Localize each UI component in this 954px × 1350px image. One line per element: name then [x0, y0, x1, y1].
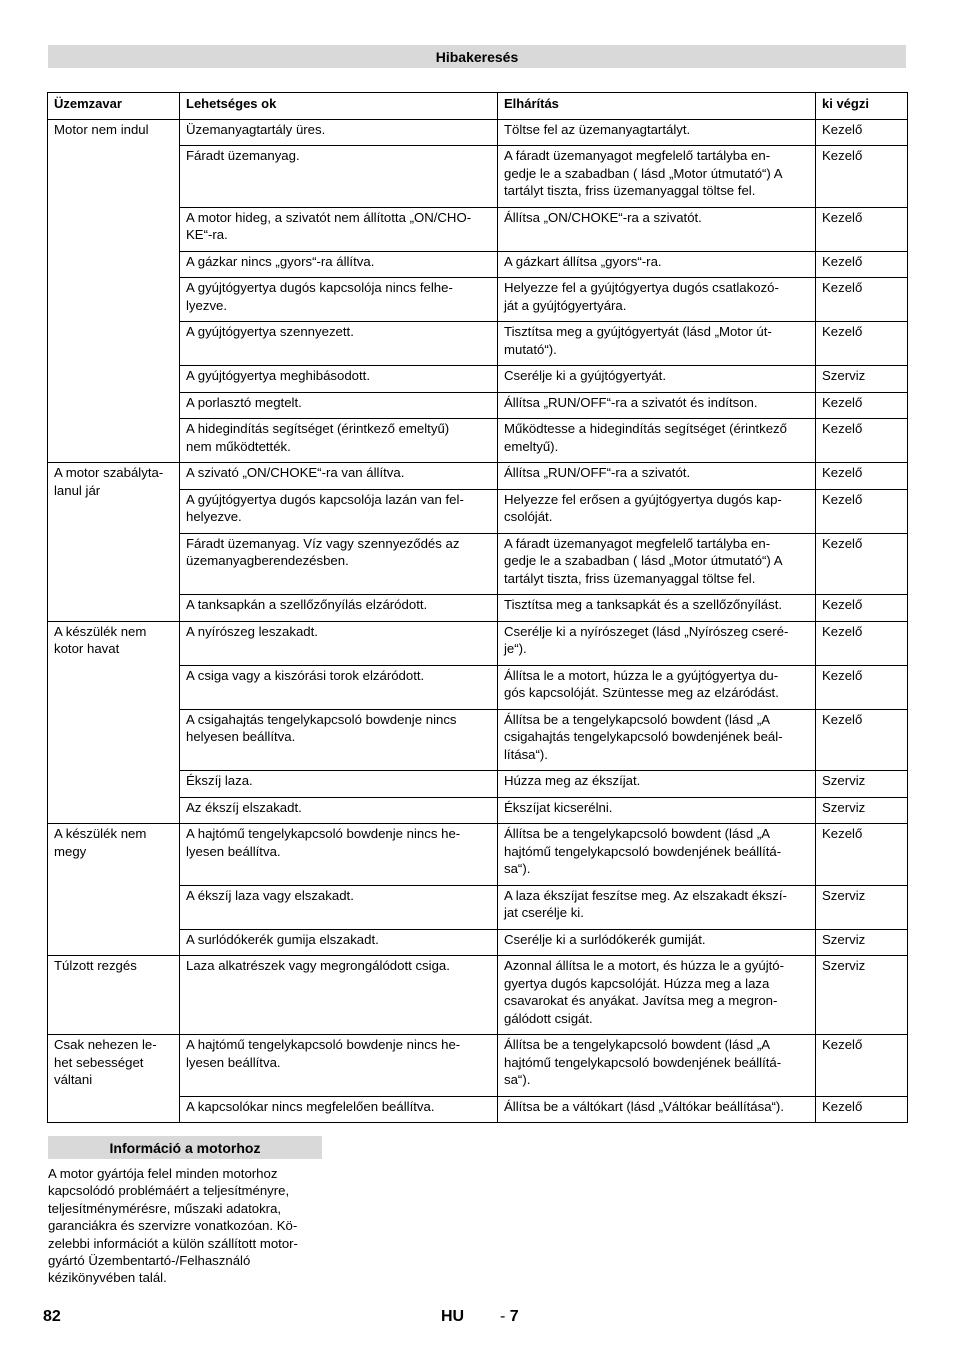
cause-cell: A hidegindítás segítséget (érintkező emeltyű) nem működtették. — [180, 419, 498, 463]
fault-cell: A készülék nem megy — [48, 824, 180, 956]
header-remedy: Elhárítás — [498, 93, 816, 120]
performed-by-cell: Kezelő — [816, 278, 908, 322]
table-row — [48, 119, 908, 146]
table-body — [48, 119, 908, 1123]
cause-cell: Laza alkatrészek vagy megrongálódott csiga. — [180, 956, 498, 1035]
language-code: HU — [441, 1308, 465, 1325]
cause-cell: A csiga vagy a kiszórási torok elzáródott. — [180, 665, 498, 709]
remedy-cell: Állítsa „RUN/OFF“-ra a szivatót. — [498, 463, 816, 490]
cause-cell: A gyújtógyertya dugós kapcsolója nincs felhe- lyezve. — [180, 278, 498, 322]
remedy-cell: Állítsa be a tengelykapcsoló bowdent (lásd „A hajtómű tengelykapcsoló bowdenjének beállítá- sa“). — [498, 1035, 816, 1097]
performed-by-cell: Szerviz — [816, 956, 908, 1035]
remedy-cell: Azonnal állítsa le a motort, és húzza le a gyújtó- gyertya dugós kapcsolóját. Húzza meg a laza csavarokat és anyákat. Javítsa meg a megron- gálódott csigát. — [498, 956, 816, 1035]
table-row — [48, 463, 908, 490]
cause-cell: A nyírószeg leszakadt. — [180, 621, 498, 665]
remedy-cell: Tisztítsa meg a tanksapkát és a szellőzőnyílást. — [498, 595, 816, 622]
performed-by-cell: Kezelő — [816, 251, 908, 278]
table-row — [48, 621, 908, 665]
performed-by-cell: Kezelő — [816, 322, 908, 366]
cause-cell: A tanksapkán a szellőzőnyílás elzáródott. — [180, 595, 498, 622]
remedy-cell: A fáradt üzemanyagot megfelelő tartályba en- gedje le a szabadban ( lásd „Motor útmutató“) A tartályt tiszta, friss üzemanyaggal töltse fel. — [498, 146, 816, 208]
remedy-cell: Állítsa „RUN/OFF“-ra a szivatót és indítson. — [498, 392, 816, 419]
remedy-cell: Helyezze fel a gyújtógyertya dugós csatlakozó- ját a gyújtógyertyára. — [498, 278, 816, 322]
header-performed-by: ki végzi — [816, 93, 908, 120]
performed-by-cell: Kezelő — [816, 665, 908, 709]
cause-cell: A gyújtógyertya meghibásodott. — [180, 366, 498, 393]
table-row — [48, 956, 908, 1035]
table-row — [48, 1035, 908, 1097]
remedy-cell: Állítsa be a tengelykapcsoló bowdent (lásd „A hajtómű tengelykapcsoló bowdenjének beállítá- sa“). — [498, 824, 816, 886]
page-separator: - — [500, 1308, 506, 1325]
remedy-cell: Töltse fel az üzemanyagtartályt. — [498, 119, 816, 146]
cause-cell: Ékszíj laza. — [180, 771, 498, 798]
fault-cell: A motor szabálytа- lanul jár — [48, 463, 180, 622]
remedy-cell: Ékszíjat kicserélni. — [498, 797, 816, 824]
remedy-cell: A fáradt üzemanyagot megfelelő tartályba en- gedje le a szabadban ( lásd „Motor útmutató“) A tartályt tiszta, friss üzemanyaggal töltse fel. — [498, 533, 816, 595]
cause-cell: Üzemanyagtartály üres. — [180, 119, 498, 146]
remedy-cell: Cserélje ki a gyújtógyertyát. — [498, 366, 816, 393]
table-row — [48, 824, 908, 886]
cause-cell: A csigahajtás tengelykapcsoló bowdenje nincs helyesen beállítva. — [180, 709, 498, 771]
performed-by-cell: Kezelő — [816, 146, 908, 208]
fault-cell: Motor nem indul — [48, 119, 180, 463]
performed-by-cell: Kezelő — [816, 709, 908, 771]
performed-by-cell: Kezelő — [816, 119, 908, 146]
performed-by-cell: Szerviz — [816, 797, 908, 824]
performed-by-cell: Szerviz — [816, 885, 908, 929]
remedy-cell: Állítsa be a tengelykapcsoló bowdent (lásd „A csigahajtás tengelykapcsoló bowdenjének beál- lítása“). — [498, 709, 816, 771]
header-cause: Lehetséges ok — [180, 93, 498, 120]
remedy-cell: Működtesse a hidegindítás segítséget (érintkező emeltyű). — [498, 419, 816, 463]
remedy-cell: Állítsa be a váltókart (lásd „Váltókar beállítása“). — [498, 1096, 816, 1123]
performed-by-cell: Szerviz — [816, 366, 908, 393]
cause-cell: A hajtómű tengelykapcsoló bowdenje nincs he- lyesen beállítva. — [180, 824, 498, 886]
remedy-cell: Cserélje ki a surlódókerék gumiját. — [498, 929, 816, 956]
remedy-cell: A gázkart állítsa „gyors“-ra. — [498, 251, 816, 278]
cause-cell: A surlódókerék gumija elszakadt. — [180, 929, 498, 956]
info-paragraph: A motor gyártója felel minden motorhoz kapcsolódó problémáért a teljesítményre, teljesítménymérésre, műszaki adatokra, garanciákra és szervizre vonatkozóan. Kö- zelebbi információt a külön szállított motor- gyártó Üzembentartó-/Felhasználó kézikönyvében talál. — [48, 1166, 298, 1286]
fault-cell: Túlzott rezgés — [48, 956, 180, 1035]
remedy-cell: Tisztítsa meg a gyújtógyertyát (lásd „Motor út- mutató“). — [498, 322, 816, 366]
performed-by-cell: Kezelő — [816, 489, 908, 533]
cause-cell: Fáradt üzemanyag. — [180, 146, 498, 208]
performed-by-cell: Kezelő — [816, 419, 908, 463]
cause-cell: A gázkar nincs „gyors“-ra állítva. — [180, 251, 498, 278]
section-page-number: 7 — [509, 1308, 519, 1325]
cause-cell: A gyújtógyertya dugós kapcsolója lazán van fel- helyezve. — [180, 489, 498, 533]
cause-cell: A ékszíj laza vagy elszakadt. — [180, 885, 498, 929]
table-header-row — [48, 93, 908, 120]
remedy-cell: A laza ékszíjat feszítse meg. Az elszakadt ékszí- jat cserélje ki. — [498, 885, 816, 929]
performed-by-cell: Kezelő — [816, 595, 908, 622]
header-fault: Üzemzavar — [48, 93, 180, 120]
troubleshooting-table — [47, 92, 908, 1123]
performed-by-cell: Kezelő — [816, 533, 908, 595]
page-number: 82 — [43, 1308, 61, 1325]
remedy-cell: Állítsa „ON/CHOKE“-ra a szivatót. — [498, 207, 816, 251]
performed-by-cell: Kezelő — [816, 621, 908, 665]
cause-cell: A gyújtógyertya szennyezett. — [180, 322, 498, 366]
remedy-cell: Cserélje ki a nyírószeget (lásd „Nyírószeg cseré- je“). — [498, 621, 816, 665]
fault-cell: Csak nehezen le- het sebességet váltani — [48, 1035, 180, 1123]
performed-by-cell: Kezelő — [816, 392, 908, 419]
cause-cell: A porlasztó megtelt. — [180, 392, 498, 419]
performed-by-cell: Kezelő — [816, 463, 908, 490]
cause-cell: A szivató „ON/CHOKE“-ra van állítva. — [180, 463, 498, 490]
cause-cell: A kapcsolókar nincs megfelelően beállítva. — [180, 1096, 498, 1123]
section-title: Hibakeresés — [48, 45, 906, 68]
remedy-cell: Helyezze fel erősen a gyújtógyertya dugós kap- csolóját. — [498, 489, 816, 533]
performed-by-cell: Szerviz — [816, 771, 908, 798]
section-page — [500, 1308, 519, 1326]
cause-cell: A motor hideg, a szivatót nem állította „ON/CHO- KE“-ra. — [180, 207, 498, 251]
remedy-cell: Húzza meg az ékszíjat. — [498, 771, 816, 798]
cause-cell: A hajtómű tengelykapcsoló bowdenje nincs he- lyesen beállítva. — [180, 1035, 498, 1097]
info-title: Információ a motorhoz — [48, 1136, 322, 1159]
performed-by-cell: Kezelő — [816, 824, 908, 886]
remedy-cell: Állítsa le a motort, húzza le a gyújtógyertya du- gós kapcsolóját. Szüntesse meg az elzáródást. — [498, 665, 816, 709]
performed-by-cell: Kezelő — [816, 1096, 908, 1123]
performed-by-cell: Kezelő — [816, 1035, 908, 1097]
cause-cell: Az ékszíj elszakadt. — [180, 797, 498, 824]
performed-by-cell: Szerviz — [816, 929, 908, 956]
cause-cell: Fáradt üzemanyag. Víz vagy szennyeződés az üzemanyagberendezésben. — [180, 533, 498, 595]
fault-cell: A készülék nem kotor havat — [48, 621, 180, 824]
performed-by-cell: Kezelő — [816, 207, 908, 251]
